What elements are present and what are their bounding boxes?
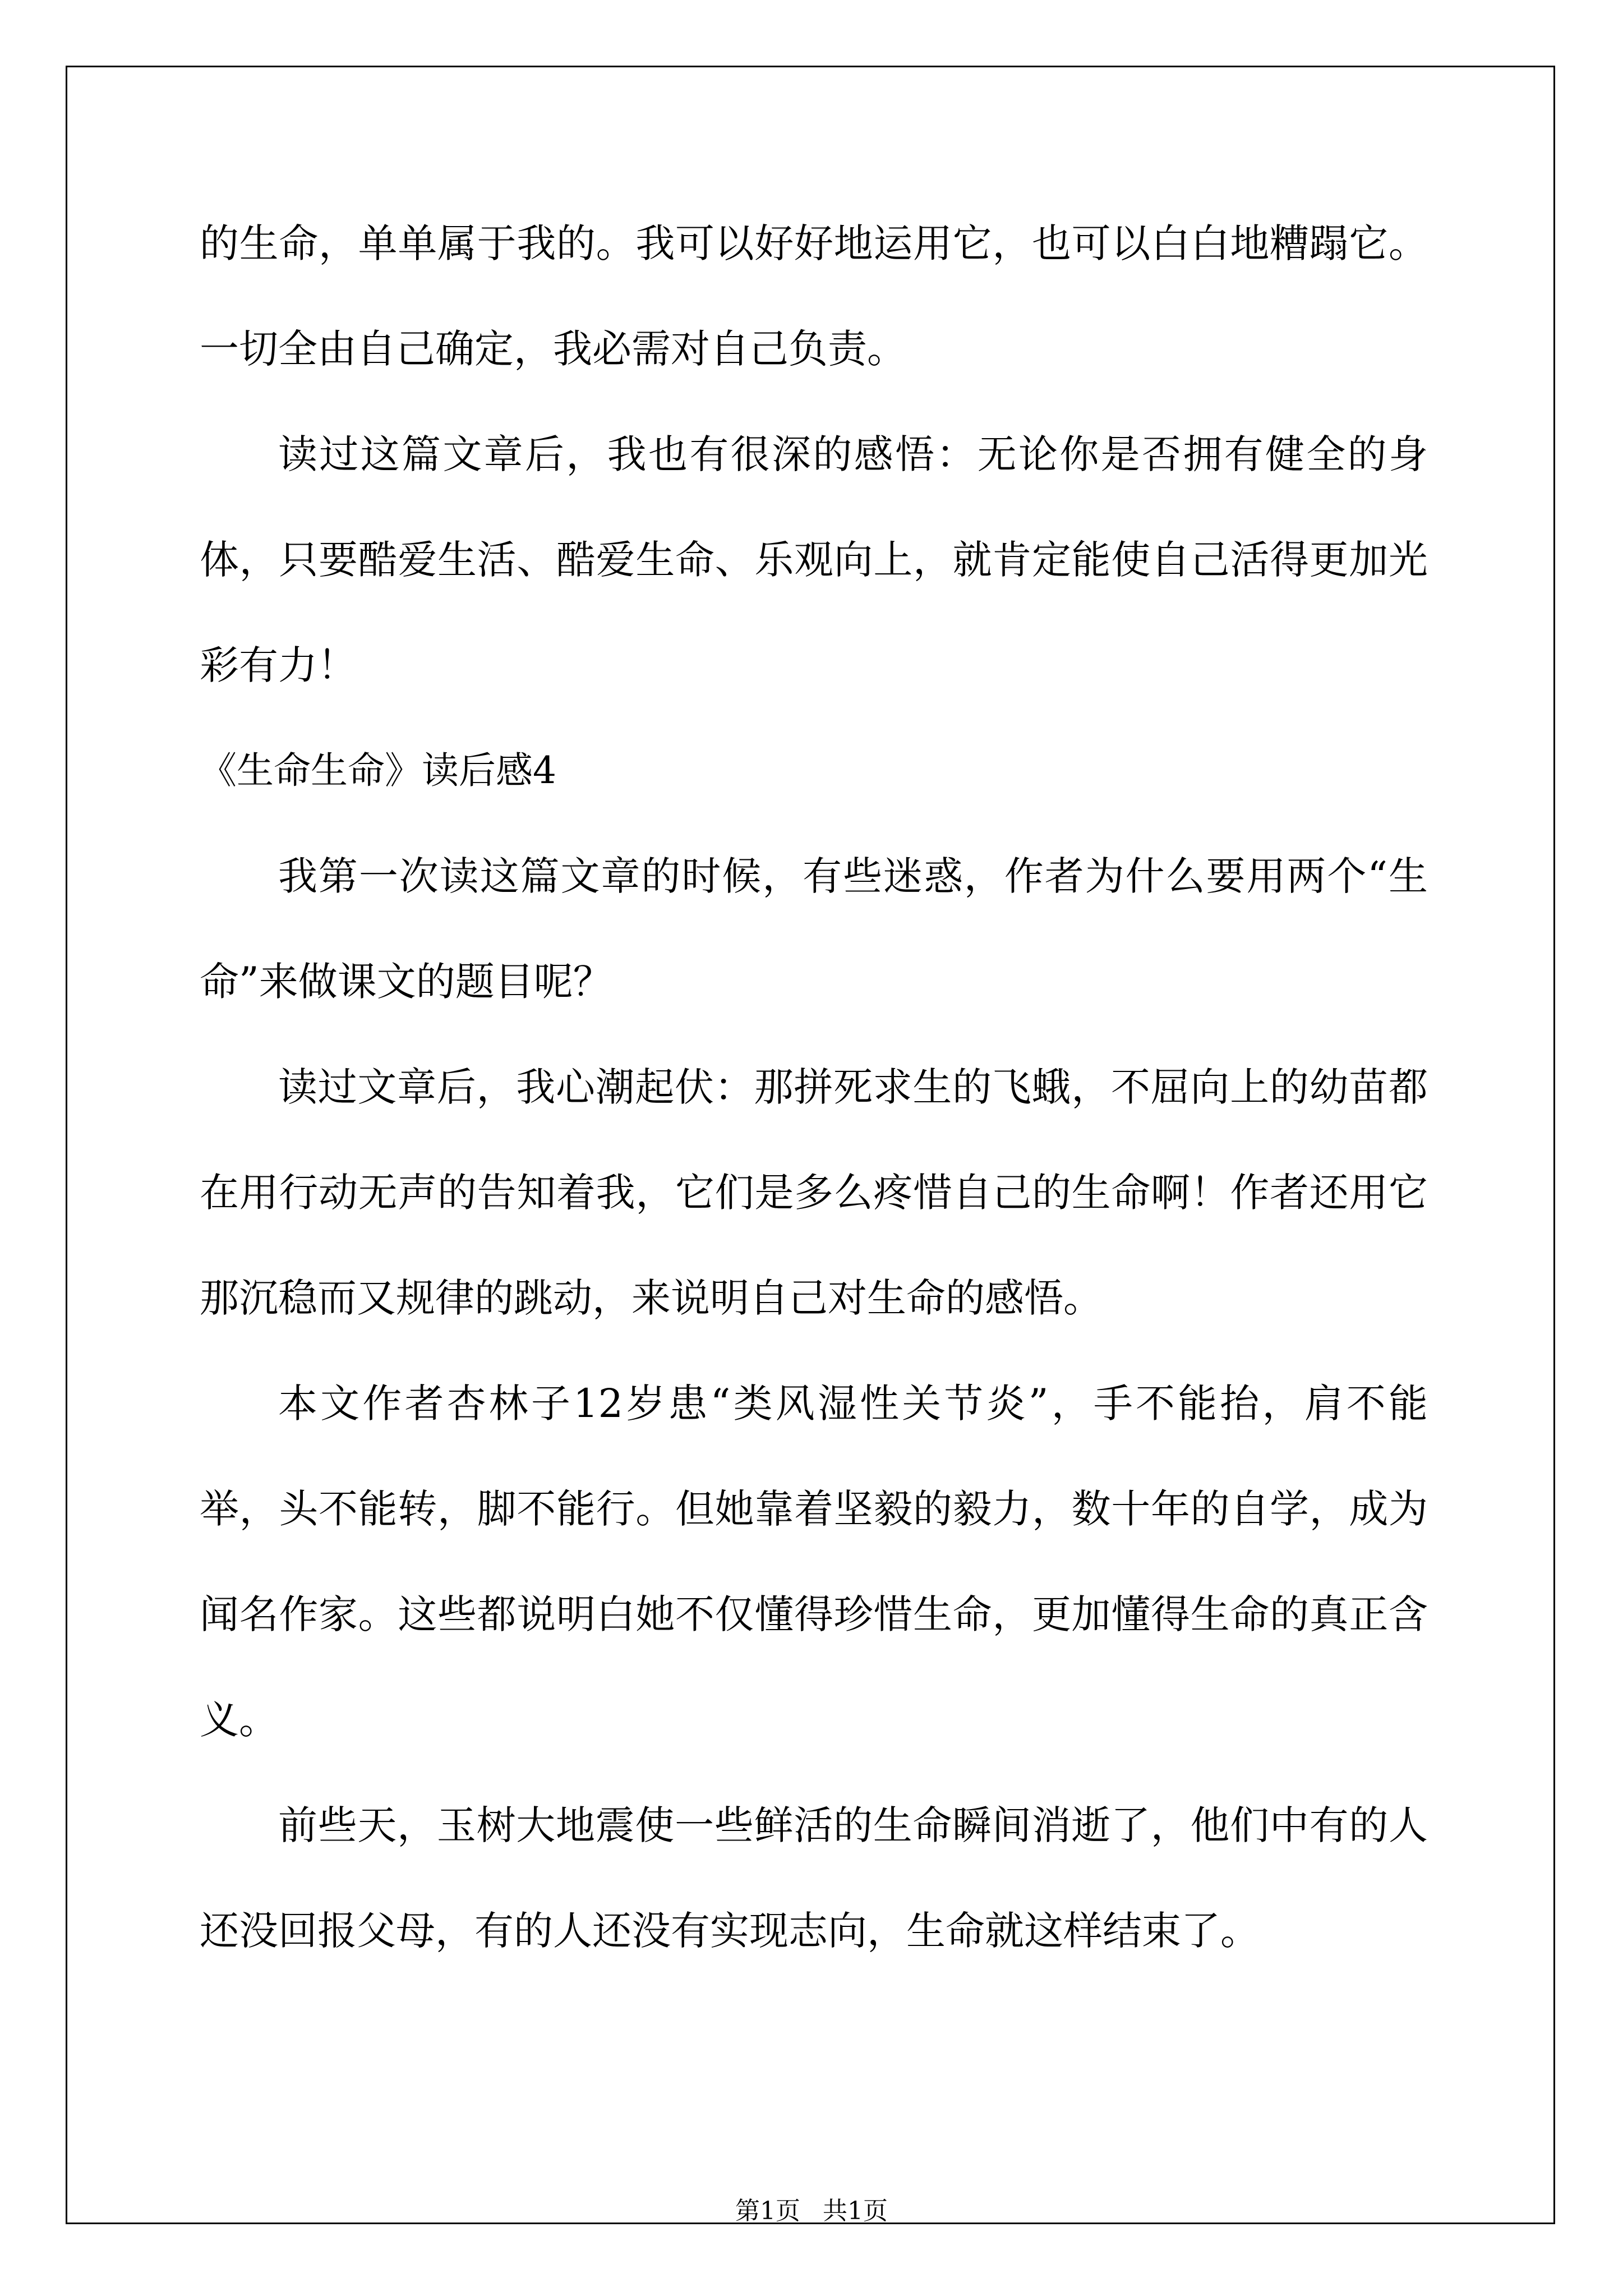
document-body [200,191,1428,1984]
paragraph-4: 读过文章后，我心潮起伏：那拼死求生的飞蛾，不屈向上的幼苗都在用行动无声的告知着我，它们是多么疼惜自己的生命啊！作者还用它那沉稳而又规律的跳动，来说明自己对生命的感悟。 [200,1064,1428,1321]
page-footer [0,2191,1623,2226]
paragraph-3: 我第一次读这篇文章的时候，有些迷惑，作者为什么要用两个“生命”来做课文的题目呢？ [200,853,1428,1005]
paragraph-5: 本文作者杏林子12岁患“类风湿性关节炎”，手不能抬，肩不能举，头不能转，脚不能行。但她靠着坚毅的毅力，数十年的自学，成为闻名作家。这些都说明白她不仅懂得珍惜生命，更加懂得生命的真正含义。 [200,1381,1428,1743]
paragraph-2: 读过这篇文章后，我也有很深的感悟：无论你是否拥有健全的身体，只要酷爱生活、酷爱生命、乐观向上，就肯定能使自己活得更加光彩有力！ [200,431,1428,688]
paragraph-1: 的生命，单单属于我的。我可以好好地运用它，也可以白白地糟蹋它。一切全由自己确定，我必需对自己负责。 [200,220,1428,372]
page-total: 共1页 [823,2197,888,2225]
page-current: 第1页 [735,2197,800,2225]
section-heading: 《生命生命》读后感4 [200,749,556,792]
paragraph-6: 前些天，玉树大地震使一些鲜活的生命瞬间消逝了，他们中有的人还没回报父母，有的人还没有实现志向，生命就这样结束了。 [200,1802,1428,1954]
